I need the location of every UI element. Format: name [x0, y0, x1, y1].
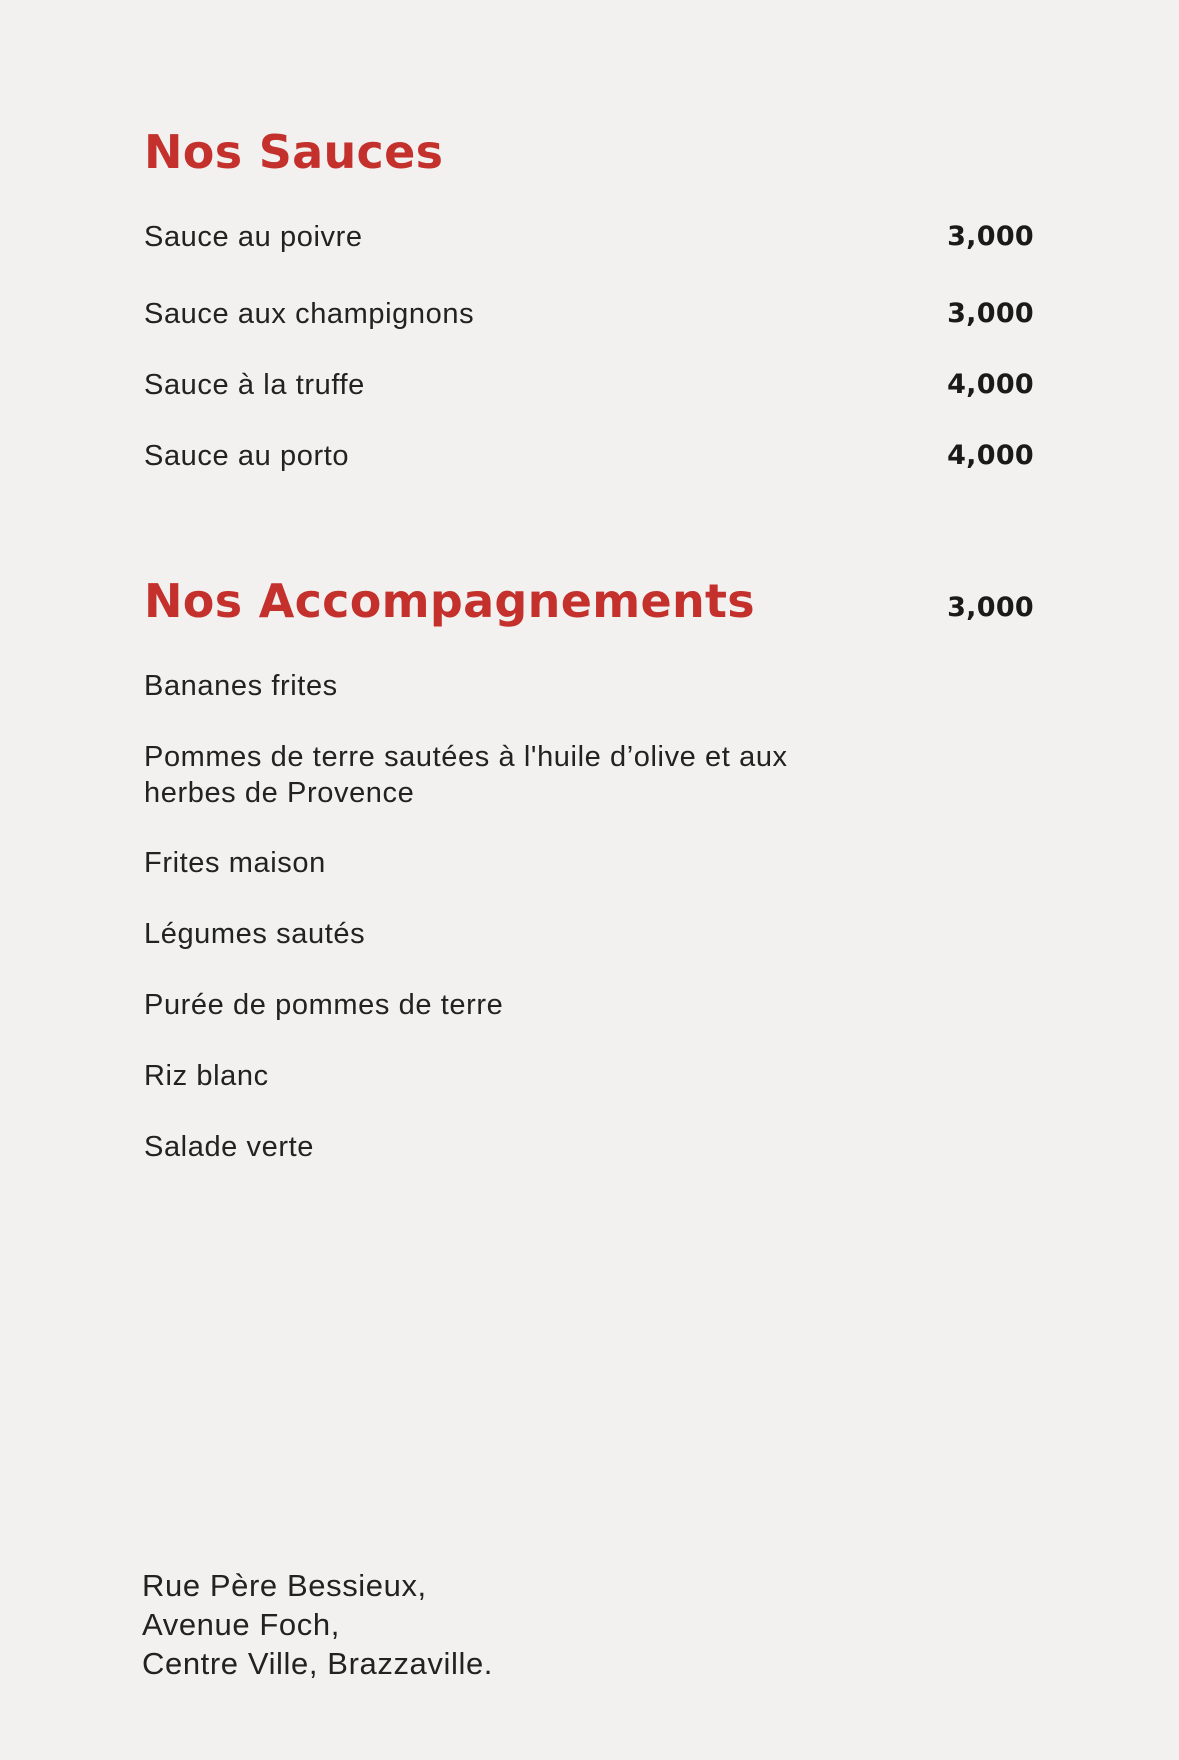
- address-line: Centre Ville, Brazzaville.: [142, 1646, 493, 1681]
- sauce-item-name: Sauce à la truffe: [144, 369, 365, 401]
- accompagnement-item: Bananes frites: [144, 670, 338, 702]
- restaurant-address: [142, 1566, 493, 1683]
- sauce-item-name: Sauce au poivre: [144, 221, 363, 253]
- accompagnement-item: Pommes de terre sautées à l'huile d’olive et aux herbes de Provence: [144, 741, 788, 809]
- accompagnement-item: Riz blanc: [144, 1060, 269, 1092]
- accompagnements-section-title: Nos Accompagnements: [144, 574, 755, 628]
- sauce-item-name: Sauce au porto: [144, 440, 350, 472]
- sauce-item-price: 3,000: [947, 221, 1034, 252]
- accompagnement-item: Salade verte: [144, 1131, 315, 1163]
- sauces-section-title: Nos Sauces: [144, 125, 444, 179]
- sauce-item-name: Sauce aux champignons: [144, 298, 475, 330]
- sauce-item-price: 4,000: [947, 369, 1034, 400]
- sauce-item-price: 4,000: [947, 440, 1034, 471]
- accompagnement-item: Légumes sautés: [144, 918, 366, 950]
- accompagnement-item: Purée de pommes de terre: [144, 989, 504, 1021]
- accompagnement-item: Frites maison: [144, 847, 326, 879]
- address-line: Rue Père Bessieux,: [142, 1568, 427, 1603]
- sauce-item-price: 3,000: [947, 298, 1034, 329]
- accompagnements-price: 3,000: [947, 592, 1034, 623]
- address-line: Avenue Foch,: [142, 1607, 340, 1642]
